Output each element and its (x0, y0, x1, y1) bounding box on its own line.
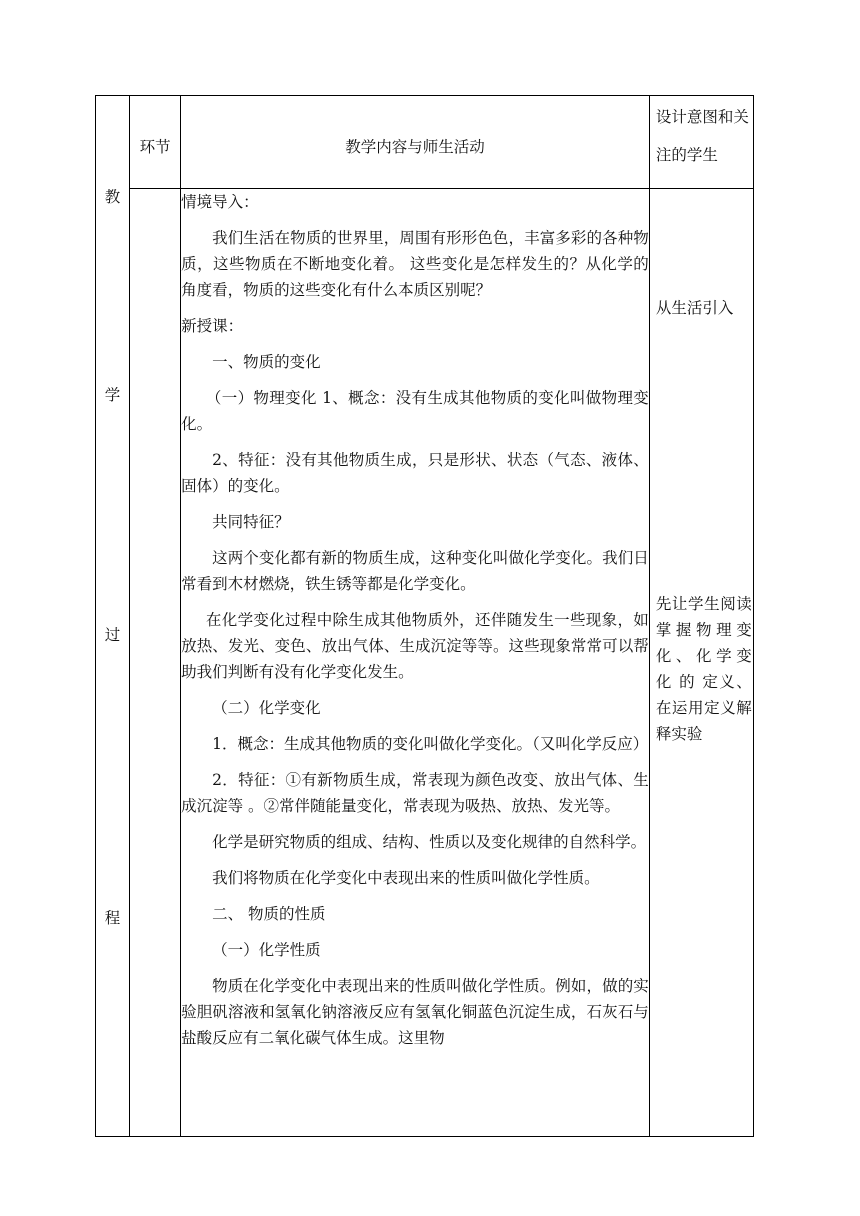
design-note: 先让学生阅读掌握物理变化、化学变 化 的 定义、在运用定义解释实验 (655, 595, 752, 743)
header-content: 教学内容与师生活动 (181, 96, 650, 189)
paragraph: 物质在化学变化中表现出来的性质叫做化学性质。例如，做的实验胆矾溶液和氢氧化钠溶液反应有氢氧化铜蓝色沉淀生成，石灰石与盐酸反应有二氧化碳气体生成。这里物 (181, 977, 649, 1047)
side-label-char: 学 (104, 386, 121, 404)
teaching-process-label-cell (96, 96, 130, 1137)
section-heading: 一、物质的变化 (212, 353, 321, 371)
paragraph: 化学是研究物质的组成、结构、性质以及变化规律的自然科学。 (212, 833, 647, 851)
side-label-char: 程 (104, 909, 121, 927)
side-label-char: 教 (104, 188, 121, 206)
design-intent-cell (649, 189, 753, 1137)
subsection-heading: （二）化学变化 (212, 699, 321, 717)
paragraph: （一）物理变化 1、概念：没有生成其他物质的变化叫做物理变化。 (181, 389, 649, 433)
paragraph: 这两个变化都有新的物质生成，这种变化叫做化学变化。我们日常看到木材燃烧，铁生锈等都是化学变化。 (181, 549, 649, 593)
paragraph: 2、特征：没有其他物质生成，只是形状、状态（气态、液体、固体）的变化。 (181, 451, 649, 495)
header-segment: 环节 (130, 96, 181, 189)
paragraph-intro-title: 情境导入： (181, 193, 259, 211)
paragraph: 我们生活在物质的世界里，周围有形形色色，丰富多彩的各种物质，这些物质在不断地变化着。 这些变化是怎样发生的？从化学的角度看，物质的这些变化有什么本质区别呢？ (181, 229, 649, 299)
segment-cell (130, 189, 181, 1137)
table-body-row (96, 189, 754, 1137)
paragraph-new-lesson: 新授课： (181, 317, 244, 335)
lesson-plan-table (95, 95, 754, 1137)
paragraph: 1．概念：生成其他物质的变化叫做化学变化。（又叫化学反应） (212, 735, 649, 753)
subsection-heading: （一）化学性质 (212, 941, 321, 959)
paragraph: 在化学变化过程中除生成其他物质外，还伴随发生一些现象，如放热、发光、变色、放出气体、生成沉淀等等。这些现象常常可以帮助我们判断有没有化学变化发生。 (181, 611, 649, 681)
side-label-char: 过 (104, 626, 121, 644)
paragraph: 共同特征？ (212, 513, 290, 531)
header-design-intent: 设计意图和关注的学生 (649, 96, 753, 189)
paragraph: 2．特征：①有新物质生成，常表现为颜色改变、放出气体、生成沉淀等 。②常伴随能量变化，常表现为吸热、放热、发光等。 (181, 771, 649, 815)
paragraph: 我们将物质在化学变化中表现出来的性质叫做化学性质。 (212, 869, 600, 887)
content-cell (181, 189, 650, 1137)
section-heading: 二、 物质的性质 (212, 905, 326, 923)
design-note: 从生活引入 (655, 299, 734, 317)
table-header-row (96, 96, 754, 189)
